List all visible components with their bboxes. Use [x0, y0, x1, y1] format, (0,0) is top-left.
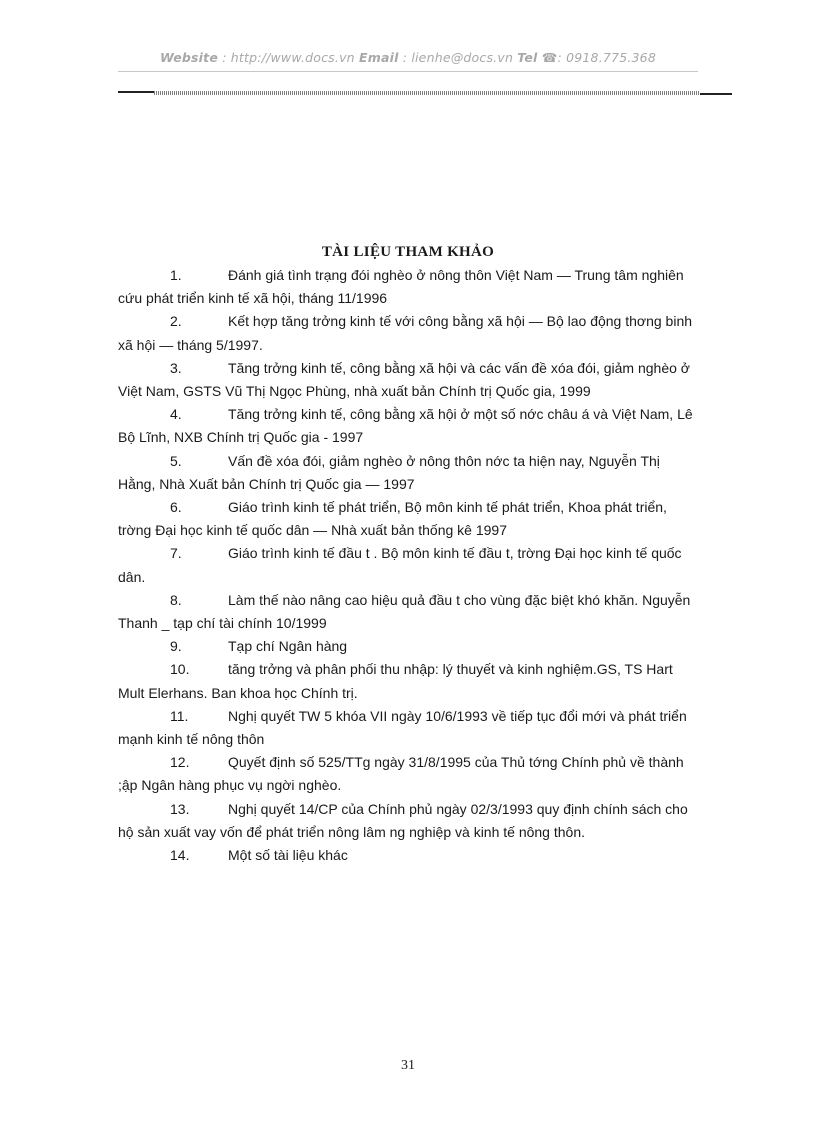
reference-item: [118, 450, 698, 496]
reference-item: [118, 589, 698, 635]
reference-list: [118, 264, 698, 867]
rule-left-segment: [118, 91, 154, 93]
reference-number: 3.: [170, 359, 182, 376]
reference-number: 6.: [170, 499, 182, 516]
email-label: Email: [358, 50, 399, 65]
reference-number: 8.: [170, 591, 182, 608]
rule-dotted-segment: [154, 91, 700, 95]
reference-item: [118, 264, 698, 310]
reference-number: 1.: [170, 267, 182, 283]
reference-item: [118, 496, 698, 542]
tel-label: Tel: [517, 50, 538, 65]
reference-item: [118, 798, 698, 844]
reference-text: Một số tài liệu khác: [228, 847, 348, 864]
reference-item: [118, 635, 698, 658]
header-divider: [118, 71, 698, 72]
reference-item: [118, 658, 698, 704]
page-header: [118, 50, 698, 65]
reference-text: Giáo trình kinh tế phát triển, Bộ môn kinh tế phát triển, Khoa phát triển, trờng Đại học kinh tế quốc dân — Nhà xuất bản thống kê 1997: [118, 499, 667, 539]
phone-icon: ☎: [541, 50, 558, 65]
reference-text: Vấn đề xóa đói, giảm nghèo ở nông thôn nớc ta hiện nay, Nguyễn Thị Hằng, Nhà Xuất bản Chính trị Quốc gia — 1997: [118, 452, 660, 492]
decorative-rule: [118, 91, 732, 95]
reference-text: Nghị quyết TW 5 khóa VII ngày 10/6/1993 về tiếp tục đổi mới và phát triển mạnh kinh tế nông thôn: [118, 707, 687, 748]
rule-right-segment: [700, 93, 732, 95]
reference-number: 4.: [170, 406, 182, 423]
website-label: Website: [160, 50, 219, 65]
page-number: 31: [401, 1058, 415, 1073]
reference-number: 13.: [170, 800, 190, 817]
website-value: : http://www.docs.vn: [222, 50, 355, 65]
email-value: : lienhe@docs.vn: [402, 50, 514, 65]
reference-text: Kết hợp tăng trởng kinh tế với công bằng xã hội — Bộ lao động thơng binh xã hội — tháng 5/1997.: [118, 313, 693, 353]
reference-text: Tăng trởng kinh tế, công bằng xã hội và các vấn đề xóa đói, giảm nghèo ở Việt Nam, GSTS Vũ Thị Ngọc Phùng, nhà xuất bản Chính trị Quốc gia, 1999: [118, 359, 690, 400]
reference-item: [118, 705, 698, 751]
reference-item: [118, 751, 698, 797]
reference-text: Tạp chí Ngân hàng: [228, 638, 348, 655]
reference-number: 14.: [170, 847, 190, 864]
reference-number: 12.: [170, 754, 190, 771]
reference-number: 2.: [170, 313, 182, 330]
reference-item: [118, 310, 698, 356]
reference-item: [118, 844, 698, 867]
reference-item: [118, 403, 698, 449]
reference-text: Đánh giá tình trạng đói nghèo ở nông thôn Việt Nam — Trung tâm nghiên cứu phát triển kinh tế xã hội, tháng 11/1996: [118, 267, 684, 307]
reference-text: Quyết định số 525/TTg ngày 31/8/1995 của Thủ tớng Chính phủ về thành ;ập Ngân hàng phục vụ ngời nghèo.: [118, 754, 684, 794]
reference-number: 5.: [170, 452, 182, 469]
reference-number: 10.: [170, 661, 190, 678]
page-title: TÀI LIỆU THAM KHẢO: [321, 244, 495, 260]
reference-number: 11.: [170, 707, 189, 724]
reference-text: Giáo trình kinh tế đầu t . Bộ môn kinh tế đầu t, trờng Đại học kinh tế quốc dân.: [118, 545, 682, 585]
reference-text: Nghị quyết 14/CP của Chính phủ ngày 02/3/1993 quy định chính sách cho hộ sản xuất vay vốn để phát triển nông lâm ng nghiệp và kinh tế nông thôn.: [118, 800, 688, 840]
reference-number: 7.: [170, 545, 182, 562]
reference-text: Làm thế nào nâng cao hiệu quả đầu t cho vùng đặc biệt khó khăn. Nguyễn Thanh _ tạp chí tài chính 10/1999: [118, 591, 691, 632]
reference-text: Tăng trởng kinh tế, công bằng xã hội ở một số nớc châu á và Việt Nam, Lê Bộ Lĩnh, NXB Chính trị Quốc gia - 1997: [118, 406, 693, 446]
reference-number: 9.: [170, 638, 182, 655]
tel-value: : 0918.775.368: [557, 50, 656, 65]
reference-item: [118, 542, 698, 588]
reference-item: [118, 357, 698, 403]
reference-text: tăng trởng và phân phối thu nhập: lý thuyết và kinh nghiệm.GS, TS Hart Mult Elerhans. Ban khoa học Chính trị.: [118, 661, 673, 701]
